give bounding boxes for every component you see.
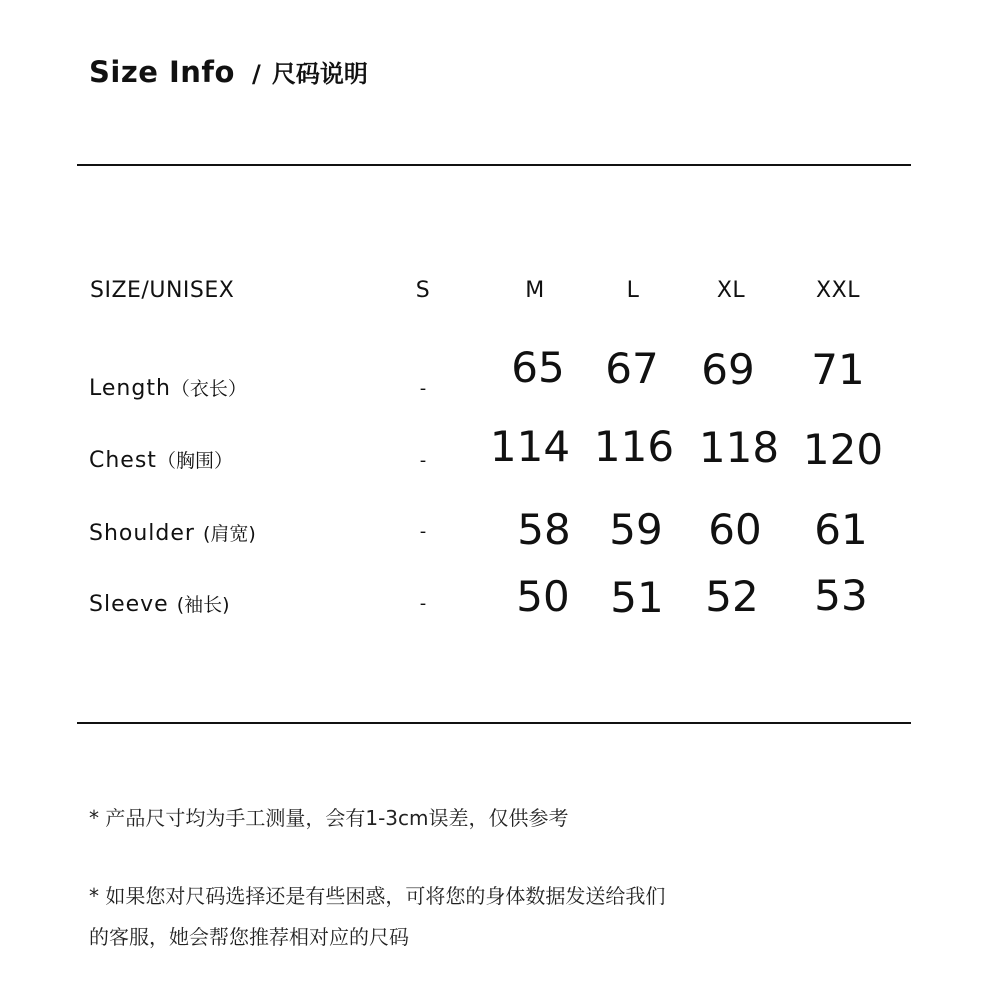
sleeve-xl: 52 bbox=[705, 572, 759, 621]
bottom-divider bbox=[77, 722, 911, 724]
header-size-unisex: SIZE/UNISEX bbox=[90, 278, 235, 303]
chest-xxl: 120 bbox=[802, 425, 884, 474]
shoulder-xl: 60 bbox=[708, 505, 762, 554]
advice-note-line1: * 如果您对尺码选择还是有些困惑，可将您的身体数据发送给我们 bbox=[89, 884, 666, 908]
advice-note-line2: 的客服，她会帮您推荐相对应的尺码 bbox=[89, 925, 409, 949]
sleeve-xxl: 53 bbox=[814, 571, 868, 620]
title-chinese: 尺码说明 bbox=[271, 60, 368, 88]
top-divider bbox=[77, 164, 911, 166]
row-label-length bbox=[89, 378, 247, 400]
header-size-xxl: XXL bbox=[816, 278, 860, 303]
row-label-text: Length bbox=[89, 376, 171, 401]
row-label-text: Sleeve bbox=[89, 592, 169, 617]
sleeve-l: 51 bbox=[610, 573, 664, 622]
shoulder-s: - bbox=[419, 521, 427, 542]
row-label-cn: （胸围） bbox=[156, 450, 233, 472]
row-label-sleeve bbox=[89, 594, 230, 616]
header-size-m: M bbox=[525, 278, 545, 303]
measurement-note: * 产品尺寸均为手工测量，会有1-3cm误差，仅供参考 bbox=[89, 806, 569, 830]
page-title bbox=[89, 55, 368, 89]
title-separator: / bbox=[252, 60, 261, 88]
length-m: 65 bbox=[511, 343, 565, 392]
length-xl: 69 bbox=[701, 345, 755, 394]
chest-l: 116 bbox=[593, 422, 675, 471]
header-size-l: L bbox=[626, 278, 640, 303]
row-label-cn: (袖长) bbox=[176, 594, 230, 616]
chest-xl: 118 bbox=[698, 423, 780, 472]
shoulder-m: 58 bbox=[517, 505, 571, 554]
row-label-text: Chest bbox=[89, 448, 157, 473]
length-xxl: 71 bbox=[811, 345, 865, 394]
title-english: Size Info bbox=[89, 55, 235, 89]
header-size-xl: XL bbox=[716, 278, 746, 303]
header-size-s: S bbox=[415, 278, 431, 303]
sleeve-m: 50 bbox=[516, 572, 570, 621]
chest-s: - bbox=[419, 450, 427, 471]
length-l: 67 bbox=[605, 344, 659, 393]
row-label-text: Shoulder bbox=[89, 521, 195, 546]
row-label-cn: （衣长） bbox=[170, 378, 247, 400]
shoulder-xxl: 61 bbox=[814, 505, 868, 554]
length-s: - bbox=[419, 378, 427, 399]
row-label-shoulder bbox=[89, 523, 256, 545]
row-label-cn: (肩宽) bbox=[202, 523, 256, 545]
row-label-chest bbox=[89, 450, 233, 472]
sleeve-s: - bbox=[419, 593, 427, 614]
chest-m: 114 bbox=[489, 422, 571, 471]
shoulder-l: 59 bbox=[609, 505, 663, 554]
